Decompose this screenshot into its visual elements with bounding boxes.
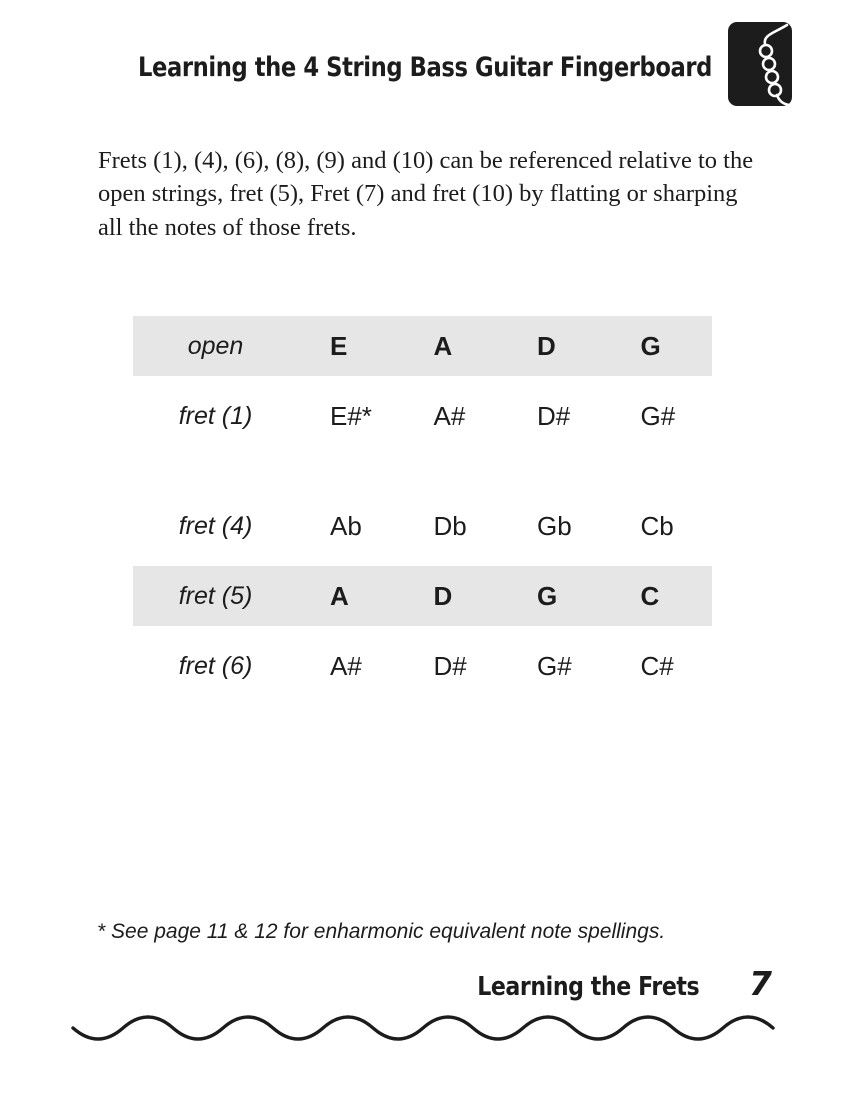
note-cell: E <box>330 330 348 361</box>
note-cell: G# <box>537 650 572 681</box>
note-cell: Gb <box>537 510 572 541</box>
row-label: fret (1) <box>178 401 253 430</box>
footer-section-title: Learning the Frets <box>476 972 700 1002</box>
note-cell: C# <box>640 650 674 681</box>
intro-paragraph: Frets (1), (4), (6), (8), (9) and (10) can be referenced relative to the open strings, fret (5), Fret (7) and fret (10) by flatting or sharping all the notes of those frets. <box>98 147 754 241</box>
row-label: fret (4) <box>178 511 253 540</box>
table-row-fret-1 <box>133 386 712 446</box>
note-cell: D <box>433 580 453 611</box>
note-cell: G <box>640 330 661 361</box>
page-number: 7 <box>749 964 772 1003</box>
row-label: fret (6) <box>178 651 253 680</box>
note-cell: Db <box>433 510 467 541</box>
note-cell: D# <box>537 400 571 431</box>
table-row-fret-5 <box>133 566 712 626</box>
note-cell: E#* <box>330 400 372 431</box>
note-cell: A <box>330 580 349 611</box>
note-cell: A <box>433 330 453 361</box>
page-title: Learning the 4 String Bass Guitar Fingerboard <box>138 52 712 83</box>
note-cell: A# <box>330 650 362 681</box>
page-footer <box>438 964 772 1003</box>
note-cell: G# <box>640 400 676 431</box>
fret-note-table <box>133 316 712 706</box>
note-cell: D <box>537 330 556 361</box>
table-row-fret-6 <box>133 636 712 696</box>
row-label: open <box>187 331 244 360</box>
footnote: * See page 11 & 12 for enharmonic equivalent note spellings. <box>97 920 666 943</box>
row-label: fret (5) <box>178 581 253 610</box>
table-row-fret-4 <box>133 496 712 556</box>
note-cell: C <box>640 580 660 611</box>
note-cell: Cb <box>640 510 674 541</box>
table-row-gap <box>133 456 712 496</box>
wavy-divider <box>70 1012 780 1052</box>
note-cell: Ab <box>330 510 362 541</box>
table-row-open <box>133 316 712 376</box>
bass-headstock-icon <box>728 22 792 106</box>
note-cell: G <box>537 580 558 611</box>
note-cell: D# <box>433 650 467 681</box>
note-cell: A# <box>433 400 466 431</box>
